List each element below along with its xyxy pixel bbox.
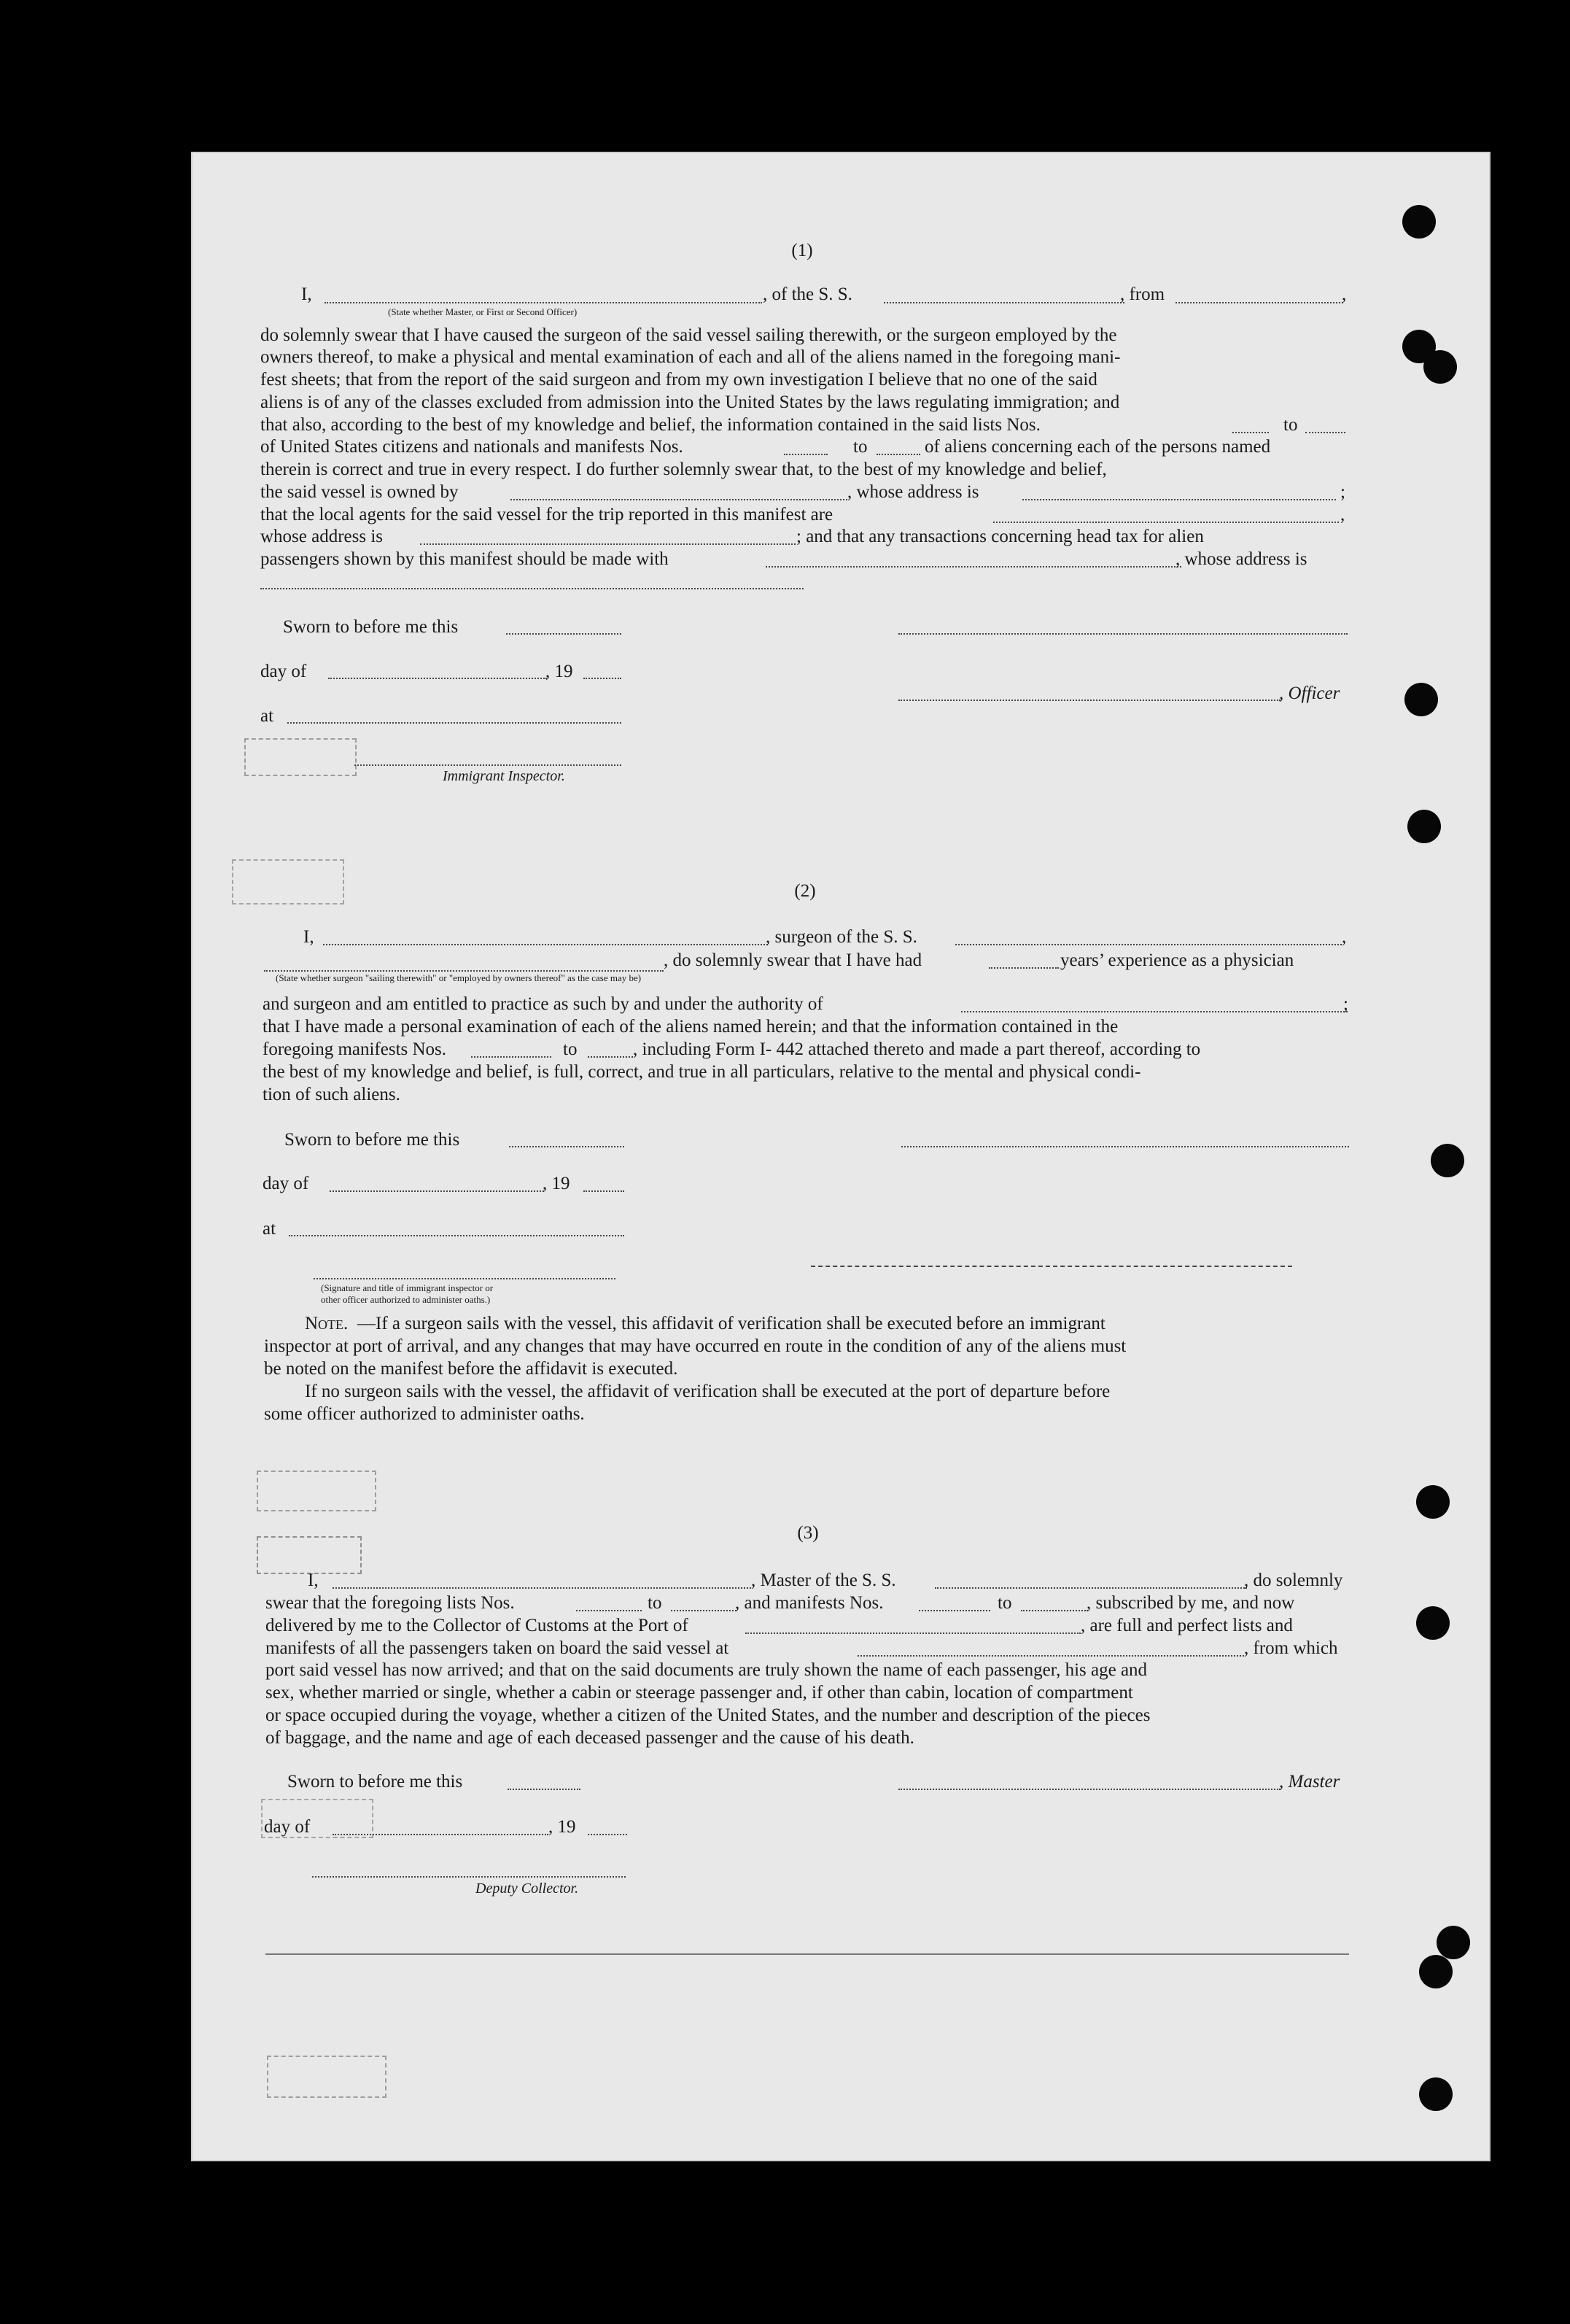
punch-hole-8 [1416,1606,1450,1640]
s3-master-sign-field[interactable] [898,1789,1281,1790]
s1-head-tax-address-field[interactable] [260,588,804,589]
s3-year: , 19 [548,1817,576,1837]
faint-stamp [244,738,357,776]
s2-comma: , [1342,927,1347,947]
punch-hole-5 [1407,810,1441,843]
s2-sworn-field[interactable] [509,1146,624,1147]
s3-para-line: delivered by me to the Collector of Customs at the Port of [265,1616,688,1635]
s3-master: , Master [1279,1772,1340,1792]
s3-para-line: of baggage, and the name and age of each deceased passenger and the cause of his death. [265,1728,914,1748]
s1-manifests-to[interactable] [877,454,920,455]
s1-aliens-each: of aliens concerning each of the persons named [925,437,1271,457]
s2-surgeon-note: (State whether surgeon "sailing therewith" or "employed by owners thereof" as the case may be) [276,972,642,983]
s1-agents-address-field[interactable] [420,543,796,545]
s1-lists-from[interactable] [1232,432,1269,433]
s3-boarded-at-field[interactable] [858,1655,1244,1657]
faint-stamp [257,1471,376,1511]
s1-officer-sign-field[interactable] [898,633,1348,635]
s1-head-tax: ; and that any transactions concerning head tax for alien [796,527,1204,546]
s1-para-line: passengers shown by this manifest should be made with [260,549,669,569]
s3-manifests-from[interactable] [919,1610,990,1611]
note-label: Note. [305,1314,349,1333]
s1-whose-address: , whose address is [847,482,979,502]
note-line: inspector at port of arrival, and any changes that may have occurred en route in the condition of any of the aliens must [264,1336,1127,1356]
s2-year-field[interactable] [583,1190,624,1192]
s1-para-line: of United States citizens and nationals and manifests Nos. [260,437,683,457]
s2-para-line: that I have made a personal examination of each of the aliens named herein; and that the information contained in the [263,1017,1119,1037]
punch-hole-6 [1431,1144,1464,1177]
s3-do-solemnly: , do solemnly [1244,1570,1343,1590]
punch-hole-10 [1419,1955,1453,1988]
s3-para-line: manifests of all the passengers taken on board the said vessel at [265,1638,729,1658]
s2-semi: ; [1343,994,1348,1014]
s2-day-field[interactable] [330,1190,544,1192]
s1-semi: ; [1340,482,1345,502]
section-3-number: (3) [797,1523,819,1543]
bottom-rule [265,1953,1349,1955]
s2-inspector-sign-field[interactable] [314,1278,615,1279]
punch-hole-1 [1402,205,1436,239]
s2-manifests-from[interactable] [471,1056,551,1058]
faint-stamp [267,2056,386,2098]
s2-para-line: foregoing manifests Nos. [263,1039,447,1059]
s1-para-line: whose address is [260,527,384,546]
s1-head-tax-field[interactable] [766,566,1181,568]
s2-to: to [563,1039,578,1059]
s2-surgeon-name-field[interactable] [323,944,768,945]
s3-from-which: , from which [1244,1638,1338,1658]
s1-manifests-from[interactable] [784,454,828,455]
note-line: If no surgeon sails with the vessel, the affidavit of verification shall be executed at the port of departure before [305,1382,1111,1401]
s1-from-field[interactable] [1175,302,1343,303]
s1-immigrant-inspector: Immigrant Inspector. [443,768,565,784]
s1-para-line: that also, according to the best of my knowledge and belief, the information contained in the said lists Nos. [260,415,1041,435]
s3-para-line: port said vessel has now arrived; and that on the said documents are truly shown the name of each passenger, his age and [265,1660,1148,1680]
s1-agents-field[interactable] [993,522,1339,523]
note-line: some officer authorized to administer oaths. [264,1404,585,1424]
s2-swear-years: , do solemnly swear that I have had [664,950,922,970]
s1-to-2: to [853,437,868,457]
s3-master-name-field[interactable] [333,1587,751,1589]
s3-subscribed: , subscribed by me, and now [1087,1593,1295,1613]
s1-day-field[interactable] [328,678,547,679]
section-2-number: (2) [794,881,816,901]
s1-owner-address-field[interactable] [1022,499,1336,500]
section-1-number: (1) [791,241,813,260]
s2-form: , including Form I- 442 attached thereto and made a part thereof, according to [633,1039,1201,1059]
s2-manifests-to[interactable] [588,1056,633,1058]
s1-at: at [260,706,274,726]
s3-collector-sign-field[interactable] [312,1876,626,1878]
s1-officer-field[interactable] [325,302,762,303]
punch-hole-11 [1419,2077,1453,2111]
s2-i: I, [303,927,314,947]
s3-day-field[interactable] [333,1834,548,1835]
s3-full-perfect: , are full and perfect lists and [1081,1616,1293,1635]
s1-owner-field[interactable] [510,499,847,500]
s2-years-experience: years’ experience as a physician [1060,950,1294,970]
s1-officer-name-field[interactable] [898,700,1281,701]
s1-from: , from [1120,284,1165,304]
s3-para-line: or space occupied during the voyage, whether a citizen of the United States, and the number and description of the pieces [265,1705,1151,1725]
s1-para-line: owners thereof, to make a physical and mental examination of each and all of the aliens named in the foregoing mani- [260,347,1121,367]
s1-comma: , [1342,284,1347,304]
note-line: —If a surgeon sails with the vessel, this affidavit of verification shall be executed before an immigrant [357,1314,1105,1333]
s3-master-of-ss: , Master of the S. S. [751,1570,896,1590]
s3-deputy-collector: Deputy Collector. [475,1880,579,1897]
s2-sworn: Sworn to before me this [284,1130,460,1150]
s1-vessel-field[interactable] [884,302,1124,303]
s2-signer-note-1: (Signature and title of immigrant inspector or [321,1282,494,1293]
s3-and-manifests: , and manifests Nos. [735,1593,884,1613]
s3-lists-from[interactable] [576,1610,642,1611]
note-line: be noted on the manifest before the affidavit is executed. [264,1359,678,1379]
punch-hole-9 [1437,1926,1470,1959]
s2-surgeon-sign-field[interactable] [901,1146,1349,1147]
s1-sworn: Sworn to before me this [283,617,459,637]
s1-year-field[interactable] [583,678,621,679]
s1-comma-2: , [1340,505,1345,524]
faint-stamp [257,1536,362,1574]
punch-hole-7 [1416,1485,1450,1519]
s1-day-of: day of [260,662,307,681]
punch-hole-4 [1404,683,1438,716]
s3-sworn-field[interactable] [508,1789,580,1790]
s3-port-field[interactable] [745,1632,1081,1634]
s2-surgeon-of-ss: , surgeon of the S. S. [766,927,917,947]
faint-stamp [232,859,344,905]
s1-i: I, [301,284,312,304]
s1-sworn-field[interactable] [506,633,621,635]
s3-i: I, [308,1570,319,1590]
s3-year-field[interactable] [588,1834,627,1835]
s1-officer: , Officer [1279,683,1340,703]
s2-day-of: day of [263,1174,309,1193]
s1-para-line: aliens is of any of the classes excluded from admission into the United States by the laws regulating immigration; and [260,392,1120,412]
s2-at: at [263,1219,276,1239]
s1-para-line: the said vessel is owned by [260,482,459,502]
s1-para-line: do solemnly swear that I have caused the surgeon of the said vessel sailing therewith, or the surgeon employed by the [260,325,1117,345]
s3-day-of: day of [264,1817,311,1837]
s1-of-ss: , of the S. S. [763,284,852,304]
s1-officer-note: (State whether Master, or First or Second Officer) [388,306,578,317]
s2-para-line: tion of such aliens. [263,1085,400,1104]
s1-whose-address-is: , whose address is [1175,549,1307,569]
s1-lists-to[interactable] [1305,432,1345,433]
s1-year: , 19 [545,662,573,681]
s2-year: , 19 [543,1174,570,1193]
s3-para-line: swear that the foregoing lists Nos. [265,1593,515,1613]
s3-lists-to[interactable] [671,1610,737,1611]
s2-years-field[interactable] [989,967,1059,969]
s2-capacity-field[interactable] [264,970,664,972]
s2-para-line: and surgeon and am entitled to practice as such by and under the authority of [263,994,823,1014]
s3-to-2: to [998,1593,1012,1613]
s2-authority-field[interactable] [961,1011,1348,1012]
s3-vessel-field[interactable] [935,1587,1247,1589]
s2-surgeon-title-field[interactable] [811,1266,1292,1267]
s3-to: to [648,1593,662,1613]
s3-sworn: Sworn to before me this [287,1772,463,1792]
s2-para-line: the best of my knowledge and belief, is full, correct, and true in all particulars, relative to the mental and physical condi- [263,1062,1141,1082]
s3-para-line: sex, whether married or single, whether a cabin or steerage passenger and, if other than cabin, location of compartment [265,1683,1133,1703]
punch-hole-3 [1423,350,1457,384]
s2-at-field[interactable] [289,1235,624,1236]
s2-signer-note-2: other officer authorized to administer oaths.) [321,1294,491,1305]
s1-para-line: therein is correct and true in every respect. I do further solemnly swear that, to the best of my knowledge and belief, [260,460,1107,479]
s1-para-line: fest sheets; that from the report of the said surgeon and from my own investigation I believe that no one of the said [260,370,1097,390]
s1-para-line: that the local agents for the said vessel for the trip reported in this manifest are [260,505,833,524]
s1-to: to [1283,415,1298,435]
s1-at-field[interactable] [287,722,621,724]
s3-manifests-to[interactable] [1021,1610,1088,1611]
s2-vessel-field[interactable] [955,944,1342,945]
